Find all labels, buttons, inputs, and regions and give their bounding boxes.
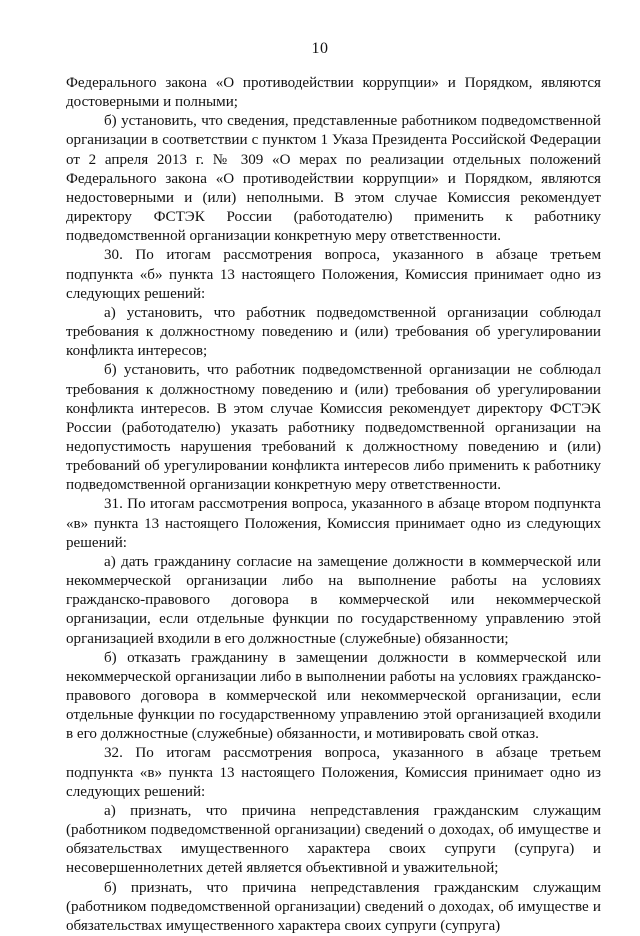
paragraph: 32. По итогам рассмотрения вопроса, указанного в абзаце третьем подпункта «в» пункта 13 настоящего Положения, Комиссия принимает одно из следующих решений: [66,745,601,800]
paragraph: 31. По итогам рассмотрения вопроса, указанного в абзаце втором подпункта «в» пункта 13 настоящего Положения, Комиссия принимает одно из следующих решений: [66,496,601,551]
document-body [66,74,601,936]
paragraph: а) установить, что работник подведомственной организации соблюдал требования к должностному поведению и (или) требования об урегулировании конфликта интересов; [66,304,601,360]
page-number: 10 [311,40,329,57]
paragraph: а) дать гражданину согласие на замещение должности в коммерческой или некоммерческой организации либо на выполнение работы на условиях гражданско-правового договора в коммерческой или некоммерческой организации, если отдельные функции по государственному управлению этой организацией входили в его должностные (служебные) обязанности; [66,553,601,647]
paragraph: а) признать, что причина непредставления гражданским служащим (работником подведомственной организации) сведений о доходах, об имуществе и обязательствах имущественного характера своих супруги (супруга) и несовершеннолетних детей является объективной и уважительной; [66,802,601,877]
paragraph: б) признать, что причина непредставления гражданским служащим (работником подведомственной организации) сведений о доходах, об имуществе и обязательствах имущественного характера своих супруги (супруга) [66,879,601,934]
paragraph: б) установить, что работник подведомственной организации не соблюдал требования к должностному поведению и (или) требования об урегулировании конфликта интересов. В этом случае Комиссия рекомендует директору ФСТЭК России (работодателю) указать работнику подведомственной организации на недопустимость нарушения требований к должностному поведению и (или) требований об урегулировании конфликта интересов либо применить к работнику подведомственной организации конкретную меру ответственности. [66,362,601,494]
paragraph: б) установить, что сведения, представленные работником подведомственной организации в соответствии с пунктом 1 Указа Президента Российской Федерации от 2 апреля 2013 г. № 309 «О мерах по реализации отдельных положений Федерального закона «О противодействии коррупции» и Порядком, являются недостоверными и (или) неполными. В этом случае Комиссия рекомендует директору ФСТЭК России (работодателю) применить к работнику подведомственной организации конкретную меру ответственности. [66,113,601,245]
paragraph: б) отказать гражданину в замещении должности в коммерческой или некоммерческой организации либо в выполнении работы на условиях гражданско-правового договора в коммерческой или некоммерческой организации, если отдельные функции по государственному управлению этой организацией входили в его должностные (служебные) обязанности, и мотивировать свой отказ. [66,649,601,743]
paragraph: 30. По итогам рассмотрения вопроса, указанного в абзаце третьем подпункта «б» пункта 13 настоящего Положения, Комиссия принимает одно из следующих решений: [66,247,601,302]
paragraph: Федерального закона «О противодействии коррупции» и Порядком, являются достоверными и полными; [66,75,601,111]
